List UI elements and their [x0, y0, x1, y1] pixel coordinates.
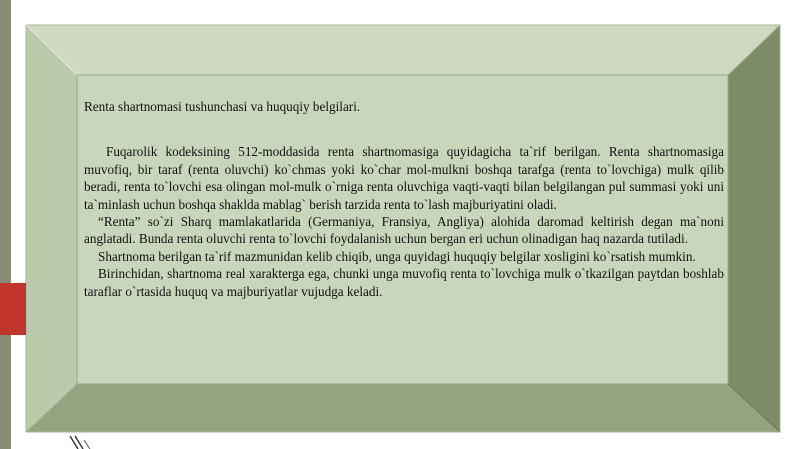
frame-right-face: [728, 25, 780, 432]
paragraph-definition: Fuqarolik kodeksining 512-moddasida renta shartnomasiga quyidagicha ta`rif berilgan. Renta shartnomasiga muvofiq, bir taraf (renta oluvchi) ko`chmas yoki ko`char mol-mulkni boshqa tarafga (renta to`lovchiga) mulk qilib beradi, renta to`lovchi esa olingan mol-mulk o`rniga renta oluvchiga vaqti-vaqti bilan belgilangan pul summasi yoki uni ta`minlash uchun boshqa shaklda mablag` berish tarzida renta to`lash majburiyatini oladi.: [84, 144, 724, 212]
paragraph-first-feature: Birinchidan, shartnoma real xarakterga ega, chunki unga muvofiq renta to`lovchiga mulk o`tkazilgan paytdan boshlab taraflar o`rtasida huquq va majburiyatlar vujudga keladi.: [84, 266, 724, 299]
frame-left-face: [26, 25, 77, 432]
paragraph-legal-features: Shartnoma berilgan ta`rif mazmunidan kelib chiqib, unga quyidagi huquqiy belgilar xosligini ko`rsatish mumkin.: [98, 248, 696, 264]
frame-top-face: [26, 25, 780, 75]
frame-bottom-face: [26, 384, 780, 432]
slide-heading: Renta shartnomasi tushunchasi va huquqiy belgilari.: [84, 99, 361, 114]
slide-body: [84, 98, 724, 380]
paragraph-renta-meaning: “Renta” so`zi Sharq mamlakatlarida (Germaniya, Fransiya, Angliya) alohida daromad keltirish degan ma`noni anglatadi. Bunda renta oluvchi renta to`lovchi foydalanish uchun bergan eri uchun olinadigan haq nazarda tutiladi.: [84, 214, 724, 247]
accent-red-tab: [0, 283, 26, 335]
decor-stroke: [84, 440, 90, 449]
